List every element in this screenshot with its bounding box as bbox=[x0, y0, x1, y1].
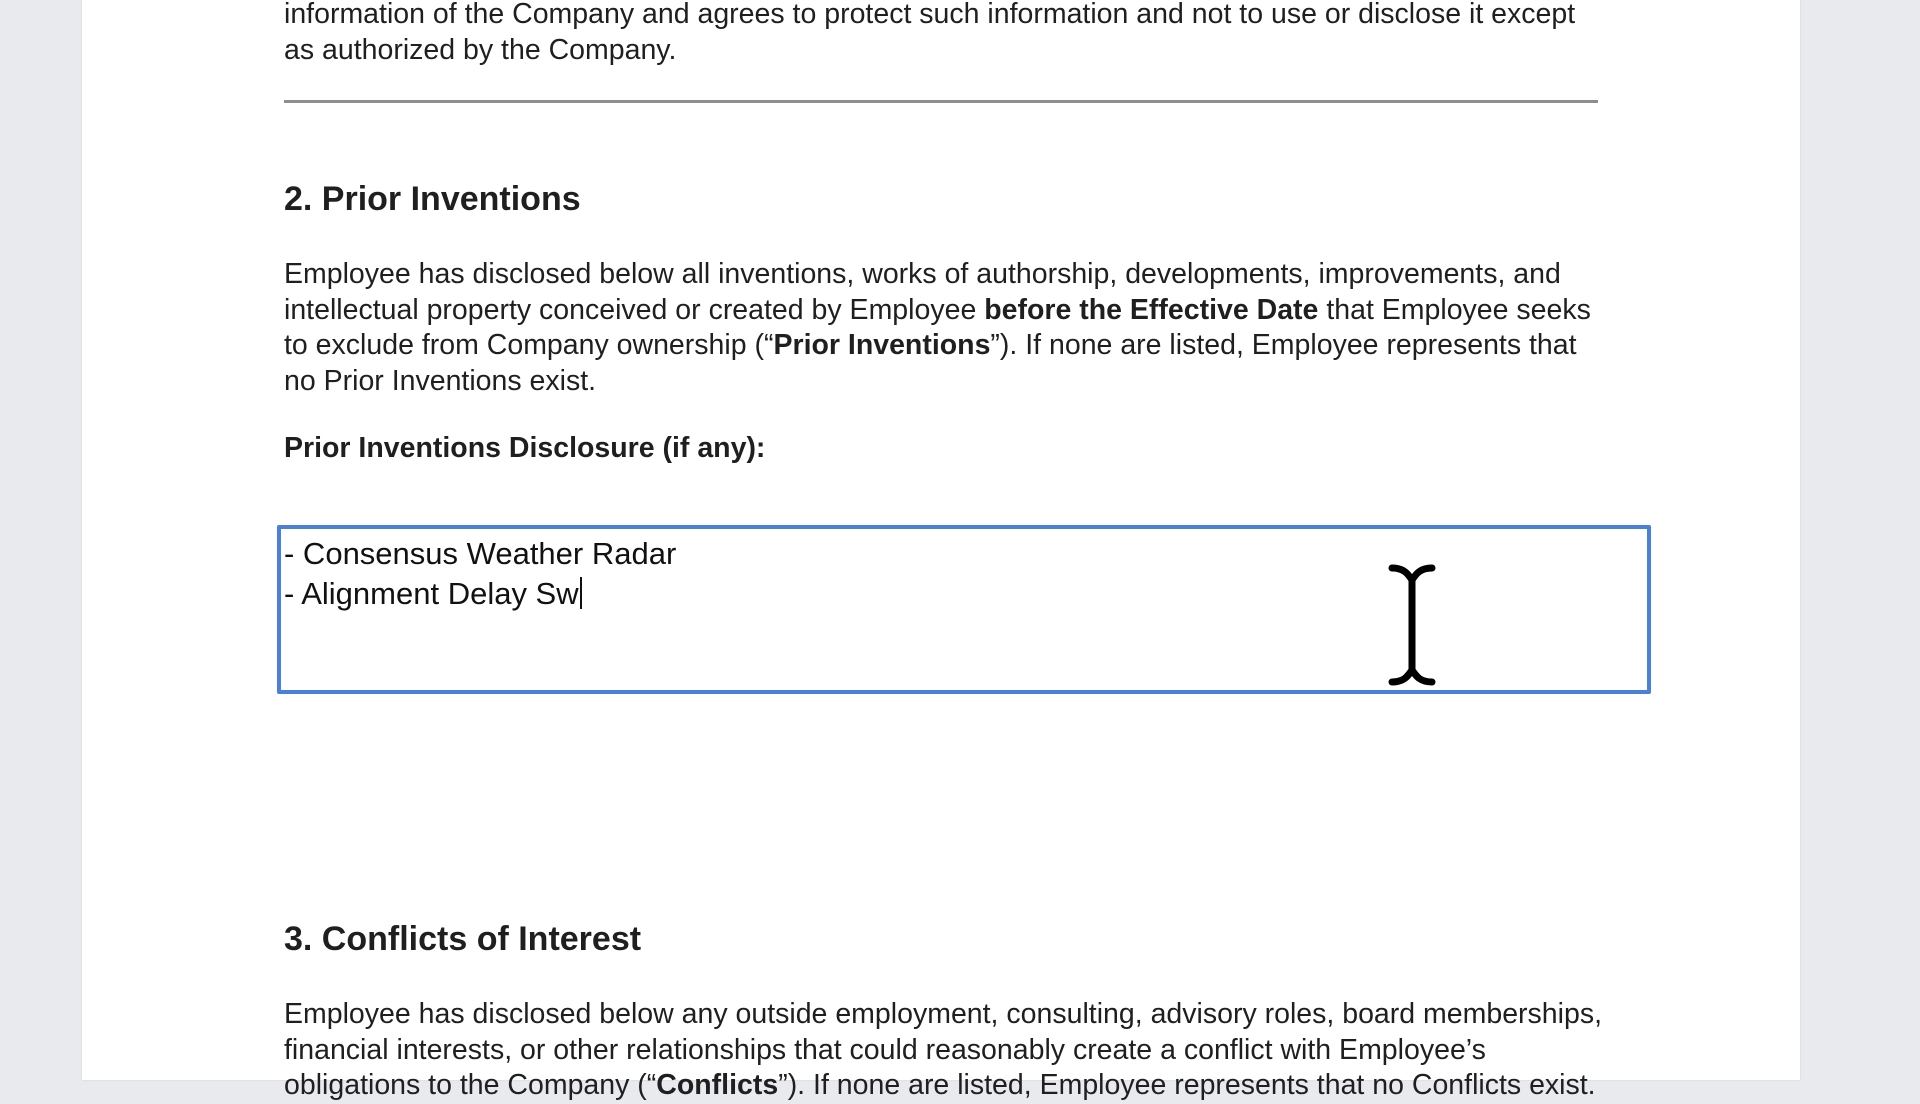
section2-paragraph bbox=[284, 257, 1604, 399]
section3-text-1: Employee has disclosed below any outside employment, consulting, advisory roles, board memberships, financial interests, or other relationships that could reasonably create a conflict with Employee’s obligations to the Company (“ bbox=[284, 998, 1602, 1101]
section2-text-1: Employee has disclosed below all inventions, works of authorship, developments, improvements, and intellectual property conceived or created by Employee bbox=[284, 258, 1561, 326]
section3-text-2: ”). If none are listed, Employee represents that no Conflicts exist. bbox=[778, 1069, 1596, 1101]
section2-text-2: that Employee seeks to exclude from Company ownership (“ bbox=[284, 293, 1591, 361]
text-caret bbox=[580, 577, 582, 609]
section2-text-3: ”). If none are listed, Employee represents that no Prior Inventions exist. bbox=[284, 329, 1577, 397]
section2-bold-prior-inventions: Prior Inventions bbox=[773, 329, 991, 361]
section3-bold-conflicts: Conflicts bbox=[656, 1069, 779, 1101]
disclosure-label: Prior Inventions Disclosure (if any): bbox=[284, 432, 766, 464]
section2-bold-effective-date: before the Effective Date bbox=[984, 293, 1319, 326]
document-page bbox=[82, 0, 1800, 1101]
section2-heading: 2. Prior Inventions bbox=[284, 180, 581, 218]
section3-heading: 3. Conflicts of Interest bbox=[284, 920, 642, 958]
section1-closing-paragraph: information of the Company and agrees to protect such information and not to use or disclose it except as authorized by the Company. bbox=[284, 0, 1576, 66]
disclosure-line-2: - Alignment Delay Sw bbox=[284, 574, 1647, 614]
prior-inventions-input[interactable] bbox=[277, 525, 1651, 694]
disclosure-line-1: - Consensus Weather Radar bbox=[284, 536, 677, 571]
section3-paragraph bbox=[284, 997, 1604, 1104]
text-cursor-icon bbox=[1384, 560, 1440, 690]
section-divider bbox=[284, 100, 1598, 103]
